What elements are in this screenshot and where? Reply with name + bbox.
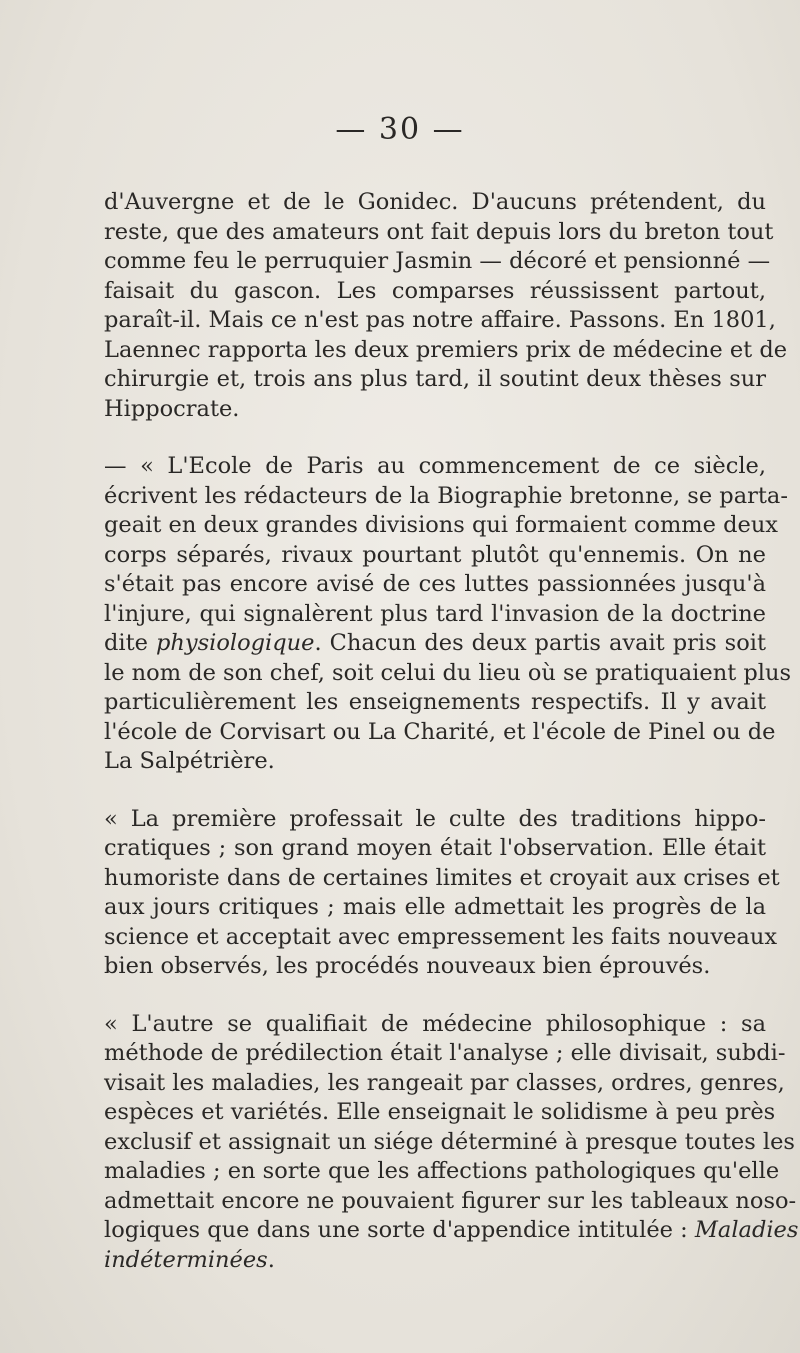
text-line: « L'autre se qualifiait de médecine philosophique : sa	[104, 1010, 766, 1037]
body-text	[104, 188, 799, 1303]
text-line: geait en deux grandes divisions qui formaient comme deux	[104, 512, 779, 538]
text-line: comme feu le perruquier Jasmin — décoré et pensionné —	[104, 248, 771, 274]
text-line: chirurgie et, trois ans plus tard, il soutint deux thèses sur	[104, 366, 766, 392]
text-line: le nom de son chef, soit celui du lieu où se pratiquaient plus	[104, 659, 792, 686]
text-line: Laennec rapporta les deux premiers prix de médecine et de	[104, 336, 788, 363]
text-line: espèces et variétés. Elle enseignait le solidisme à peu près	[104, 1099, 776, 1125]
text-line: admettait encore ne pouvaient figurer sur les tableaux noso-	[104, 1187, 797, 1214]
text-line: corps séparés, rivaux pourtant plutôt qu'ennemis. On ne	[104, 541, 766, 568]
text-line: maladies ; en sorte que les affections pathologiques qu'elle	[104, 1158, 780, 1184]
page-number: — 30 —	[335, 112, 465, 147]
text-line: écrivent les rédacteurs de la Biographie bretonne, se parta-	[104, 482, 788, 509]
paragraph-1	[104, 188, 788, 424]
paragraph-3	[104, 805, 780, 982]
text-line: l'école de Corvisart ou La Charité, et l'école de Pinel ou de	[104, 718, 776, 745]
text-line: d'Auvergne et de le Gonidec. D'aucuns prétendent, du	[104, 189, 766, 215]
text-line: visait les maladies, les rangeait par classes, ordres, genres,	[104, 1069, 785, 1096]
text-line: dite physiologique. Chacun des deux partis avait pris soit	[104, 630, 767, 656]
text-line: faisait du gascon. Les comparses réussissent partout,	[104, 277, 766, 304]
text-line: Hippocrate.	[104, 395, 240, 422]
text-line: reste, que des amateurs ont fait depuis lors du breton tout	[104, 218, 774, 245]
text-line: paraît-il. Mais ce n'est pas notre affaire. Passons. En 1801,	[104, 307, 776, 333]
text-line: s'était pas encore avisé de ces luttes passionnées jusqu'à	[104, 571, 766, 597]
text-line: particulièrement les enseignements respectifs. Il y avait	[104, 689, 766, 715]
text-line: humoriste dans de certaines limites et croyait aux crises et	[104, 864, 780, 891]
text-line: « La première professait le culte des traditions hippo-	[104, 805, 766, 832]
text-line: aux jours critiques ; mais elle admettait les progrès de la	[104, 894, 766, 920]
text-line: science et acceptait avec empressement les faits nouveaux	[104, 923, 778, 950]
text-line: indéterminées.	[104, 1246, 275, 1273]
text-line: logiques que dans une sorte d'appendice intitulée : Maladies	[104, 1217, 799, 1243]
paragraph-4	[104, 1010, 799, 1276]
text-line: méthode de prédilection était l'analyse ; elle divisait, subdi-	[104, 1040, 786, 1066]
text-line: La Salpétrière.	[104, 748, 275, 774]
text-line: bien observés, les procédés nouveaux bien éprouvés.	[104, 953, 711, 979]
text-line: — « L'Ecole de Paris au commencement de ce siècle,	[104, 453, 766, 479]
text-line: l'injure, qui signalèrent plus tard l'invasion de la doctrine	[104, 600, 766, 627]
text-line: exclusif et assignait un siége déterminé à presque toutes les	[104, 1128, 795, 1155]
text-line: cratiques ; son grand moyen était l'observation. Elle était	[104, 835, 766, 861]
paragraph-2	[104, 452, 792, 777]
